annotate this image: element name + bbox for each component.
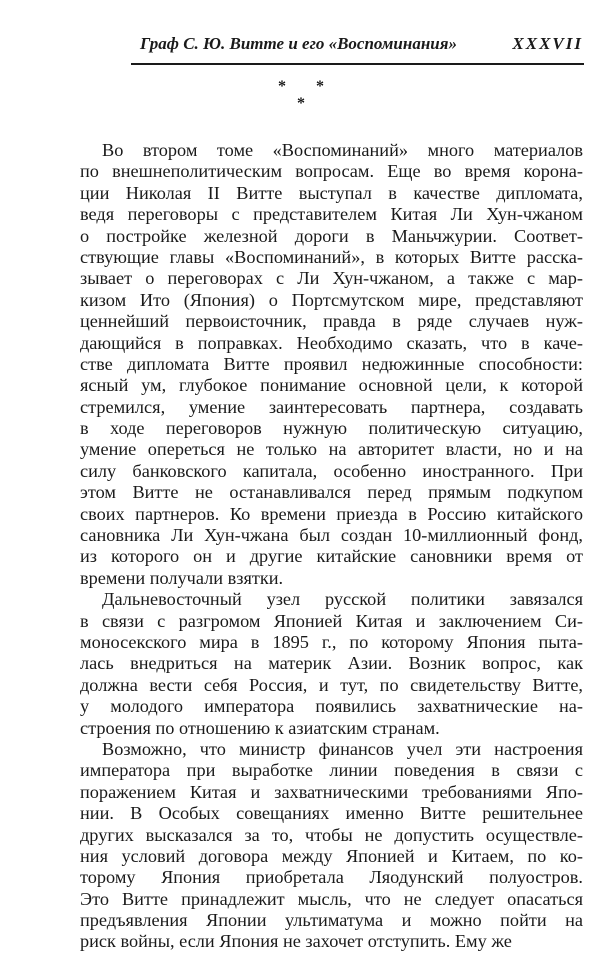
text-line: ценнейший первоисточник, правда в ряде случаев нуж-	[80, 311, 583, 332]
text-line: строения по отношению к азиатским странам.	[80, 717, 440, 738]
text-line: Возможно, что министр финансов учел эти настроения	[102, 738, 583, 759]
text-line: из которого он и другие китайские сановники время от	[80, 546, 583, 567]
text-line: поражением Китая и захватническими требованиями Япо-	[80, 781, 583, 802]
text-line: Это Витте принадлежит мысль, что не следует опасаться	[80, 888, 583, 909]
text-line: кизом Ито (Япония) о Портсмутском мире, представляют	[80, 289, 583, 310]
paragraph	[80, 739, 583, 953]
text-line: этом Витте не останавливался перед прямым подкупом	[80, 482, 583, 503]
text-line: нии. В Особых совещаниях именно Витте решительнее	[80, 803, 583, 824]
text-line: в связи с разгромом Японией Китая и заключением Си-	[80, 610, 583, 631]
running-header	[140, 34, 583, 58]
page-body	[80, 140, 583, 953]
asterisk: *	[297, 95, 305, 112]
text-line: у молодого императора появились захватнические на-	[80, 696, 583, 717]
text-line: умение опереться не только на авторитет власти, но и на	[80, 439, 583, 460]
text-line: ния условий договора между Японией и Китаем, по ко-	[80, 845, 583, 866]
asterisk: *	[278, 78, 286, 95]
text-line: времени получали взятки.	[80, 567, 284, 588]
text-line: дающийся в поправках. Необходимо сказать, что в каче-	[80, 332, 583, 353]
text-line: других высказался за то, чтобы не допустить осуществле-	[80, 824, 583, 845]
text-line: предъявления Японии ультиматума и можно пойти на	[80, 910, 583, 931]
text-line: ствующие главы «Воспоминаний», в которых Витте расска-	[80, 246, 583, 267]
paragraph	[80, 589, 583, 739]
text-line: лась внедриться на материк Азии. Возник вопрос, как	[80, 653, 583, 674]
text-line: сановника Ли Хун-чжана был создан 10-миллионный фонд,	[80, 525, 583, 546]
text-line: своих партнеров. Ко времени приезда в Россию китайского	[80, 503, 583, 524]
text-line: ции Николая II Витте выступал в качестве дипломата,	[80, 182, 583, 203]
text-line: о постройке железной дороги в Маньчжурии. Соответ-	[80, 225, 583, 246]
text-line: Во втором томе «Воспоминаний» много материалов	[102, 140, 583, 160]
header-rule	[131, 63, 584, 65]
text-line: моносекского мира в 1895 г., по которому Япония пыта-	[80, 631, 583, 652]
text-line: по внешнеполитическим вопросам. Еще во время корона-	[80, 161, 583, 182]
running-title: Граф С. Ю. Витте и его «Воспоминания»	[140, 34, 457, 53]
text-line: стве дипломата Витте проявил недюжинные способности:	[80, 353, 583, 374]
text-line: торому Япония приобретала Ляодунский полуостров.	[80, 867, 583, 888]
text-line: в ходе переговоров нужную политическую ситуацию,	[80, 418, 583, 439]
text-line: должна вести себя Россия, и тут, по свидетельству Витте,	[80, 674, 583, 695]
text-line: ведя переговоры с представителем Китая Ли Хун-чжаном	[80, 204, 583, 225]
text-line: риск войны, если Япония не захочет отступить. Ему же	[80, 931, 512, 952]
text-line: зывает о переговорах с Ли Хун-чжаном, а также с мар-	[80, 268, 583, 289]
text-line: стремился, умение заинтересовать партнера, создавать	[80, 396, 583, 417]
section-separator	[270, 78, 330, 118]
page-number: XXXVII	[512, 34, 583, 53]
text-line: Дальневосточный узел русской политики завязался	[102, 589, 583, 610]
text-line: императора при выработке линии поведения в связи с	[80, 760, 583, 781]
text-line: силу банковского капитала, особенно иностранного. При	[80, 460, 583, 481]
asterisk: *	[316, 78, 324, 95]
paragraph	[80, 140, 583, 589]
text-line: ясный ум, глубокое понимание основной цели, к которой	[80, 375, 583, 396]
